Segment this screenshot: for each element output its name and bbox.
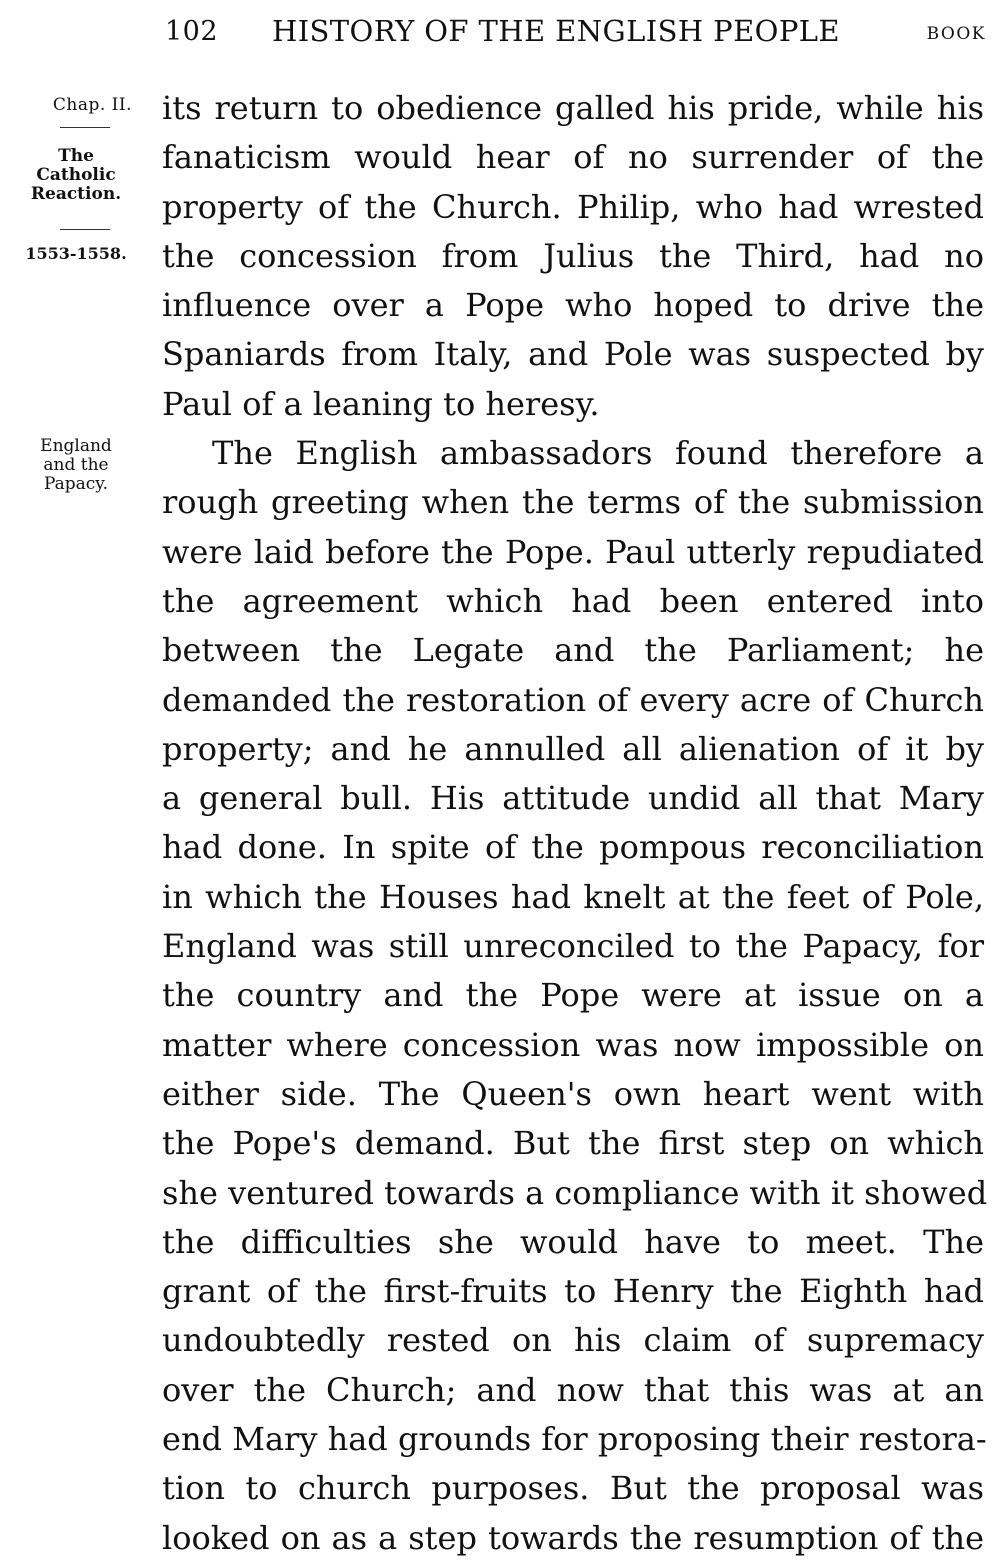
text-line: Spaniards from Italy, and Pole was suspected by: [162, 335, 984, 374]
text-line: in which the Houses had knelt at the feet of Pole,: [162, 877, 984, 916]
margin-rule: [60, 127, 110, 128]
side-note-line: and the: [43, 455, 109, 475]
text-line: between the Legate and the Parliament; he: [162, 631, 984, 670]
text-line: were laid before the Pope. Paul utterly repudiated: [162, 532, 984, 571]
running-book-label: BOOK: [926, 24, 986, 44]
text-line: she ventured towards a compliance with it showed: [162, 1173, 988, 1212]
text-line: end Mary had grounds for proposing their restora-: [162, 1420, 987, 1459]
text-line: rough greeting when the terms of the submission: [162, 483, 984, 522]
page-number: 102: [165, 16, 219, 47]
text-line: the difficulties she would have to meet. The: [162, 1222, 984, 1261]
text-line: undoubtedly rested on his claim of supremacy: [162, 1321, 984, 1360]
text-line: grant of the first-fruits to Henry the Eighth had: [162, 1272, 984, 1311]
margin-rule: [60, 229, 110, 230]
chapter-label: Chap. II.: [52, 95, 132, 115]
text-line: either side. The Queen's own heart went with: [162, 1074, 984, 1113]
text-line: the Pope's demand. But the first step on which: [162, 1124, 984, 1163]
section-title-line: The: [58, 146, 94, 166]
text-line: the country and the Pope were at issue on a: [162, 976, 984, 1015]
side-note-england-papacy: [20, 437, 132, 494]
section-title: [20, 147, 132, 204]
text-line: a general bull. His attitude undid all that Mary: [162, 779, 984, 818]
text-line: had done. In spite of the pompous reconciliation: [162, 828, 984, 867]
section-title-line: Reaction.: [30, 184, 122, 204]
text-line: matter where concession was now impossible on: [162, 1025, 984, 1064]
text-line: Paul of a leaning to heresy.: [162, 384, 600, 423]
text-line: property of the Church. Philip, who had wrested: [162, 187, 984, 226]
text-line: England was still unreconciled to the Papacy, for: [162, 927, 984, 966]
running-title: HISTORY OF THE ENGLISH PEOPLE: [272, 14, 840, 48]
date-range: 1553-1558.: [25, 244, 127, 263]
text-line: the agreement which had been entered into: [162, 581, 984, 620]
text-line: fanaticism would hear of no surrender of the: [162, 138, 984, 177]
body-text: [162, 84, 988, 1563]
side-note-line: Papacy.: [43, 474, 109, 494]
side-note-line: England: [40, 436, 112, 456]
text-line: property; and he annulled all alienation of it by: [162, 729, 984, 768]
text-line: the concession from Julius the Third, had no: [162, 236, 984, 275]
text-line: demanded the restoration of every acre of Church: [162, 680, 984, 719]
text-line: looked on as a step towards the resumption of the: [162, 1518, 984, 1557]
text-line: over the Church; and now that this was at an: [162, 1370, 984, 1409]
section-title-line: Catholic: [36, 165, 116, 185]
running-header: [0, 12, 1000, 52]
text-line: influence over a Pope who hoped to drive the: [162, 286, 984, 325]
text-line: its return to obedience galled his pride, while his: [162, 89, 984, 127]
text-line: tion to church purposes. But the proposal was: [162, 1469, 984, 1508]
text-line: The English ambassadors found therefore a: [212, 434, 984, 473]
